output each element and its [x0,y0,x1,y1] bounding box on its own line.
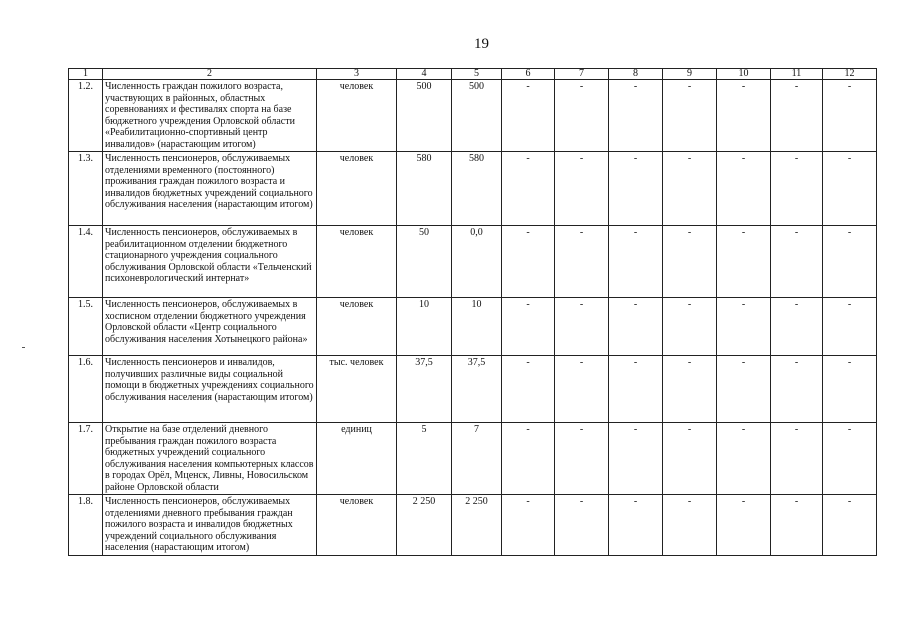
value-col-5-cell: 7 [452,423,502,495]
column-header: 1 [69,69,103,80]
value-col-6-cell: - [502,80,555,152]
indicator-name-cell: Численность граждан пожилого возраста, участвующих в районных, областных соревнованиях и фестивалях спорта на базе бюджетного учреждения Орловской области «Реабилитационно-спортивный центр инвалидов» (нарастающим итогом) [103,80,317,152]
column-header: 12 [823,69,877,80]
row-number-cell: 1.3. [69,152,103,226]
value-col-12-cell: - [823,226,877,298]
value-col-7-cell: - [555,356,609,423]
value-col-12-cell: - [823,495,877,556]
value-col-6-cell: - [502,298,555,356]
value-col-9-cell: - [663,495,717,556]
value-col-9-cell: - [663,423,717,495]
value-col-11-cell: - [771,80,823,152]
value-col-10-cell: - [717,226,771,298]
value-col-5-cell: 0,0 [452,226,502,298]
value-col-12-cell: - [823,298,877,356]
value-col-11-cell: - [771,356,823,423]
value-col-11-cell: - [771,495,823,556]
value-col-7-cell: - [555,423,609,495]
value-col-5-cell: 580 [452,152,502,226]
indicator-name-cell: Численность пенсионеров, обслуживаемых в реабилитационном отделении бюджетного стационарного учреждения социального обслуживания Орловской области «Тельченский психоневрологический интернат» [103,226,317,298]
value-col-10-cell: - [717,423,771,495]
value-col-5-cell: 37,5 [452,356,502,423]
value-col-8-cell: - [609,152,663,226]
value-col-11-cell: - [771,152,823,226]
row-number-cell: 1.7. [69,423,103,495]
unit-cell: человек [317,298,397,356]
indicator-name-cell: Численность пенсионеров, обслуживаемых отделениями временного (постоянного) проживания граждан пожилого возраста и инвалидов бюджетных учреждений социального обслуживания населения (нарастающим итогом) [103,152,317,226]
value-col-8-cell: - [609,298,663,356]
column-header: 2 [103,69,317,80]
column-header: 7 [555,69,609,80]
table-header-row [69,69,877,80]
value-col-4-cell: 5 [397,423,452,495]
value-col-8-cell: - [609,423,663,495]
value-col-6-cell: - [502,356,555,423]
value-col-5-cell: 10 [452,298,502,356]
value-col-6-cell: - [502,226,555,298]
table-row [69,495,877,556]
column-header: 5 [452,69,502,80]
value-col-8-cell: - [609,495,663,556]
value-col-4-cell: 10 [397,298,452,356]
value-col-12-cell: - [823,423,877,495]
value-col-12-cell: - [823,356,877,423]
table-row [69,226,877,298]
indicator-name-cell: Численность пенсионеров, обслуживаемых в хосписном отделении бюджетного учреждения Орловской области «Центр социального обслуживания населения Хотынецкого района» [103,298,317,356]
column-header: 4 [397,69,452,80]
value-col-8-cell: - [609,226,663,298]
value-col-4-cell: 500 [397,80,452,152]
value-col-9-cell: - [663,356,717,423]
unit-cell: человек [317,495,397,556]
value-col-6-cell: - [502,495,555,556]
column-header: 10 [717,69,771,80]
row-number-cell: 1.5. [69,298,103,356]
scan-mark [22,347,25,348]
value-col-4-cell: 50 [397,226,452,298]
value-col-7-cell: - [555,298,609,356]
value-col-9-cell: - [663,226,717,298]
unit-cell: человек [317,226,397,298]
indicator-name-cell: Открытие на базе отделений дневного пребывания граждан пожилого возраста бюджетных учреждений социального обслуживания населения компьютерных классов в городах Орёл, Мценск, Ливны, Новосильском районе Орловской области [103,423,317,495]
value-col-4-cell: 580 [397,152,452,226]
value-col-7-cell: - [555,226,609,298]
value-col-4-cell: 37,5 [397,356,452,423]
table-row [69,298,877,356]
value-col-11-cell: - [771,298,823,356]
value-col-6-cell: - [502,423,555,495]
value-col-8-cell: - [609,80,663,152]
value-col-7-cell: - [555,80,609,152]
value-col-12-cell: - [823,80,877,152]
table-row [69,356,877,423]
value-col-7-cell: - [555,495,609,556]
table-row [69,80,877,152]
row-number-cell: 1.4. [69,226,103,298]
value-col-5-cell: 500 [452,80,502,152]
value-col-7-cell: - [555,152,609,226]
row-number-cell: 1.8. [69,495,103,556]
unit-cell: единиц [317,423,397,495]
value-col-8-cell: - [609,356,663,423]
table-row [69,152,877,226]
value-col-12-cell: - [823,152,877,226]
value-col-6-cell: - [502,152,555,226]
column-header: 11 [771,69,823,80]
indicator-name-cell: Численность пенсионеров и инвалидов, получивших различные виды социальной помощи в бюджетных учреждениях социального обслуживания населения (нарастающим итогом) [103,356,317,423]
row-number-cell: 1.2. [69,80,103,152]
indicator-name-cell: Численность пенсионеров, обслуживаемых отделениями дневного пребывания граждан пожилого возраста и инвалидов бюджетных учреждений социального обслуживания населения (нарастающим итогом) [103,495,317,556]
value-col-9-cell: - [663,80,717,152]
value-col-4-cell: 2 250 [397,495,452,556]
value-col-10-cell: - [717,495,771,556]
column-header: 8 [609,69,663,80]
unit-cell: тыс. человек [317,356,397,423]
value-col-11-cell: - [771,423,823,495]
unit-cell: человек [317,152,397,226]
value-col-10-cell: - [717,152,771,226]
value-col-11-cell: - [771,226,823,298]
column-header: 9 [663,69,717,80]
value-col-10-cell: - [717,80,771,152]
indicator-table [68,68,877,556]
column-header: 6 [502,69,555,80]
value-col-9-cell: - [663,298,717,356]
column-header: 3 [317,69,397,80]
value-col-10-cell: - [717,356,771,423]
value-col-10-cell: - [717,298,771,356]
page-number: 19 [474,36,489,52]
table-row [69,423,877,495]
value-col-9-cell: - [663,152,717,226]
unit-cell: человек [317,80,397,152]
row-number-cell: 1.6. [69,356,103,423]
value-col-5-cell: 2 250 [452,495,502,556]
